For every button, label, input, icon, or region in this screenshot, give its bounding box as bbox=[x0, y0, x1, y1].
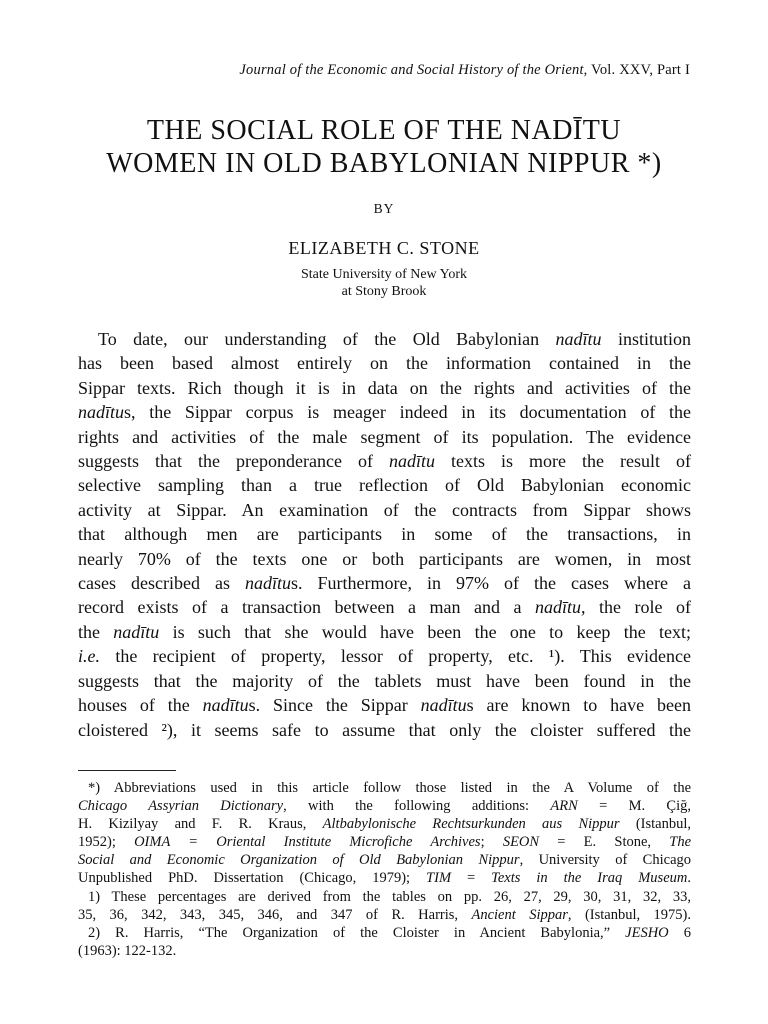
body-line: nearly 70% of the texts one or both participants are women, in most bbox=[78, 548, 691, 569]
footnote-line: (1963): 122-132. bbox=[78, 942, 177, 959]
body-line: nadītus, the Sippar corpus is meager indeed in its documentation of the bbox=[78, 402, 691, 423]
footnotes bbox=[78, 779, 691, 960]
body-line: suggests that the majority of the tablets must have been found in the bbox=[78, 670, 691, 691]
body-line: suggests that the preponderance of nadītu texts is more the result of bbox=[78, 451, 691, 472]
body-line: houses of the nadītus. Since the Sippar nadītus are known to have been bbox=[78, 695, 692, 716]
body-line: activity at Sippar. An examination of the contracts from Sippar shows bbox=[78, 499, 691, 520]
body-line: cases described as nadītus. Furthermore, in 97% of the cases where a bbox=[78, 573, 691, 594]
footnote-line: H. Kizilyay and F. R. Kraus, Altbabylonische Rechtsurkunden aus Nippur (Istanbul, bbox=[78, 816, 692, 833]
title-line-2: WOMEN IN OLD BABYLONIAN NIPPUR *) bbox=[106, 148, 662, 179]
footnote-line: 1952); OIMA = Oriental Institute Microfiche Archives; SEON = E. Stone, The bbox=[78, 834, 691, 851]
footnote-line: 2) R. Harris, “The Organization of the Cloister in Ancient Babylonia,” JESHO 6 bbox=[88, 924, 691, 941]
body-line: To date, our understanding of the Old Babylonian nadītu institution bbox=[98, 329, 691, 349]
journal-name: Journal of the Economic and Social History of the Orient bbox=[239, 62, 584, 78]
by-label: BY bbox=[373, 201, 395, 216]
footnote-line: Social and Economic Organization of Old Babylonian Nippur, University of Chicago bbox=[78, 852, 692, 869]
body-line: record exists of a transaction between a man and a nadītu, the role of bbox=[78, 597, 691, 618]
body-line: that although men are participants in some of the transactions, in bbox=[78, 524, 691, 545]
body-line: has been based almost entirely on the information contained in the bbox=[78, 353, 691, 374]
footnote-line: Unpublished PhD. Dissertation (Chicago, 1979); TIM = Texts in the Iraq Museum. bbox=[78, 870, 691, 887]
volume-info: , Vol. XXV, Part I bbox=[583, 62, 690, 78]
affiliation-line-1: State University of New York bbox=[300, 267, 468, 282]
footnote-line: 1) These percentages are derived from the tables on pp. 26, 27, 29, 30, 31, 32, 33, bbox=[88, 888, 691, 905]
body-line: Sippar texts. Rich though it is in data on the rights and activities of the bbox=[78, 377, 691, 398]
running-header bbox=[239, 62, 690, 79]
body-line: the nadītu is such that she would have been the one to keep the text; bbox=[78, 621, 691, 642]
body-line: rights and activities of the male segment of its population. The evidence bbox=[78, 426, 691, 447]
author-name: ELIZABETH C. STONE bbox=[288, 238, 480, 258]
footnote-divider bbox=[78, 770, 176, 771]
body-line: selective sampling than a true reflection of Old Babylonian economic bbox=[78, 475, 691, 496]
author-affiliation bbox=[0, 266, 768, 300]
footnote-line: Chicago Assyrian Dictionary, with the following additions: ARN = M. Çiğ, bbox=[78, 798, 692, 815]
body-line: i.e. the recipient of property, lessor of property, etc. ¹). This evidence bbox=[78, 646, 691, 667]
body-line: cloistered ²), it seems safe to assume that only the cloister suffered the bbox=[78, 719, 691, 740]
title-line-1: THE SOCIAL ROLE OF THE NADĪTU bbox=[146, 115, 622, 146]
affiliation-line-2: at Stony Brook bbox=[341, 284, 427, 299]
article-title bbox=[0, 114, 768, 180]
footnote-line: *) Abbreviations used in this article follow those listed in the A Volume of the bbox=[88, 780, 691, 796]
footnote-line: 35, 36, 342, 343, 345, 346, and 347 of R. Harris, Ancient Sippar, (Istanbul, 1975). bbox=[78, 906, 692, 923]
body-paragraph bbox=[78, 327, 691, 742]
